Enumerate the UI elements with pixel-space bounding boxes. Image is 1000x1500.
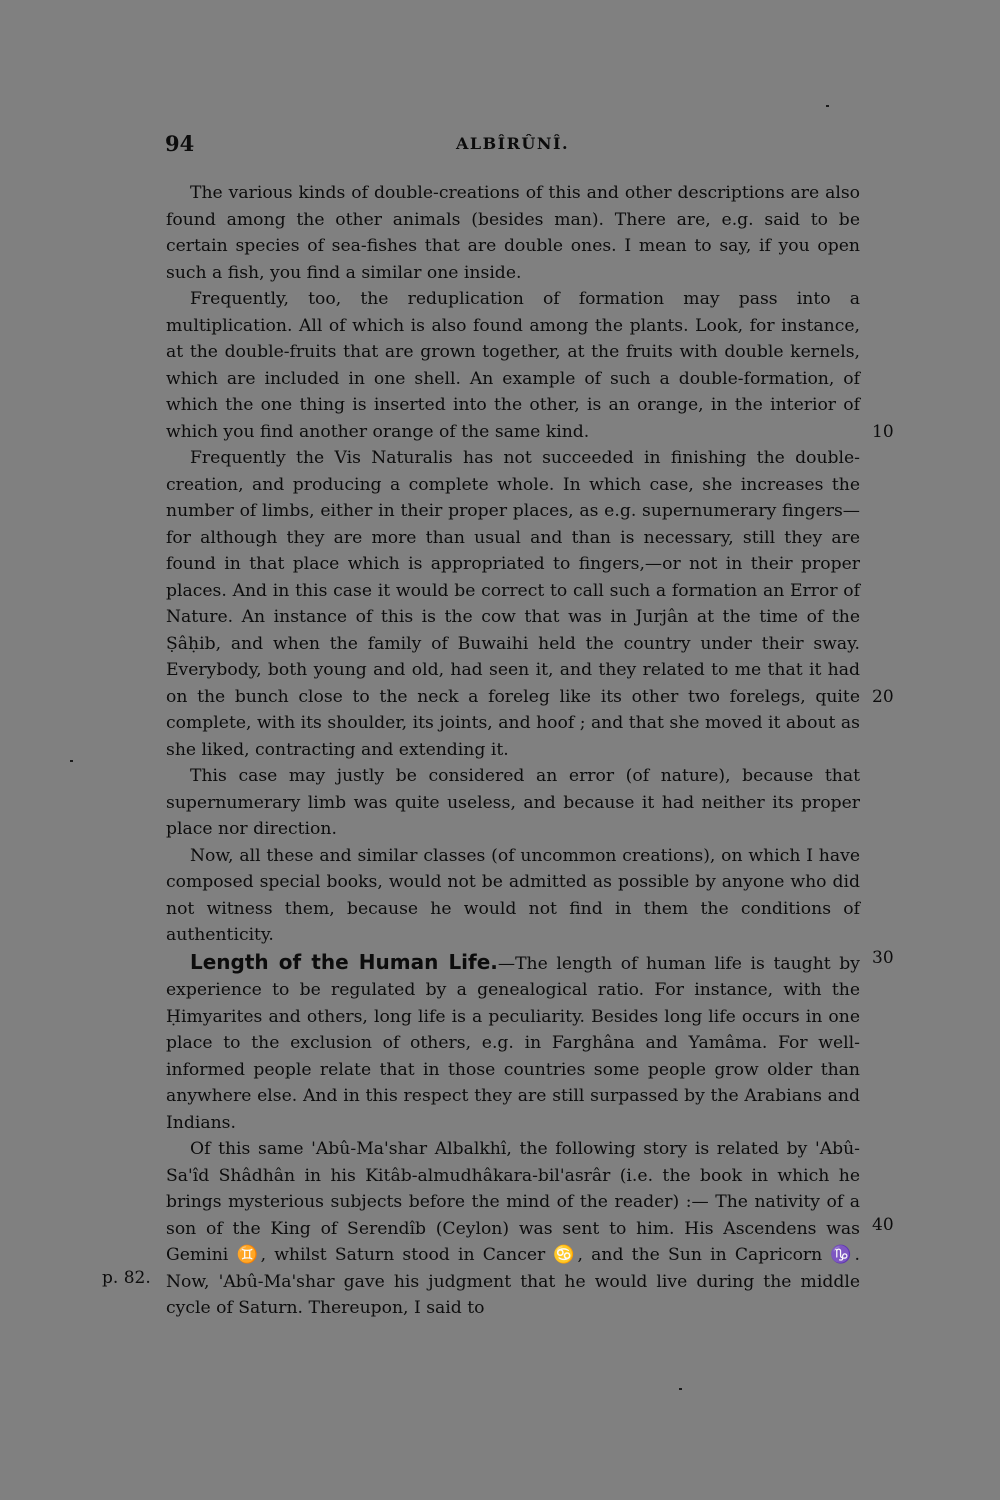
- scan-speck: [679, 1388, 682, 1390]
- line-number-20: 20: [872, 687, 894, 707]
- paragraph-4: This case may justly be considered an error (of nature), because that supernumerary limb was quite useless, and because it had neither its proper place nor direction.: [166, 766, 860, 839]
- scan-speck: [826, 105, 829, 107]
- line-number-40: 40: [872, 1215, 894, 1235]
- paragraph-5: Now, all these and similar classes (of uncommon creations), on which I have composed special books, would not be admitted as possible by anyone who did not witness them, because he would not find in them the conditions of authenticity.: [166, 845, 860, 945]
- paragraph-6-text: —The length of human life is taught by experience to be regulated by a genealogical ratio. For instance, with the Ḥimyarites and others, long life is a peculiarity. Besides long life occurs in one place to the exclusion of others, e.g. in Farghâna and Yamâma. For well-informed people relate that in those countries some people grow older than anywhere else. And in this respect they are still surpassed by the Arabians and Indians.: [166, 953, 860, 1133]
- body-text: [166, 180, 860, 1322]
- section-heading: Length of the Human Life.: [190, 949, 498, 974]
- paragraph-1: The various kinds of double-creations of this and other descriptions are also found among the other animals (besides man). There are, e.g. said to be certain species of sea-fishes that are double ones. I mean to say, if you open such a fish, you find a similar one inside.: [166, 183, 860, 283]
- line-number-30: 30: [872, 948, 894, 968]
- margin-page-reference: p. 82.: [102, 1268, 151, 1288]
- paragraph-6: [166, 949, 860, 1137]
- running-title: ALBÎRÛNÎ.: [455, 134, 570, 153]
- paragraph-2: Frequently, too, the reduplication of formation may pass into a multiplication. All of which is also found among the plants. Look, for instance, at the double-fruits that are grown together, at the fruits with double kernels, which are included in one shell. An example of such a double-formation, of which the one thing is inserted into the other, is an orange, in the interior of which you find another orange of the same kind.: [166, 289, 860, 442]
- paragraph-7: Of this same 'Abû-Ma'shar Albalkhî, the following story is related by 'Abû-Sa'îd Shâdhân in his Kitâb-almudhâkara-bil'asrâr (i.e. the book in which he brings mysterious subjects before the mind of the reader) :— The nativity of a son of the King of Serendîb (Ceylon) was sent to him. His Ascendens was Gemini ♊, whilst Saturn stood in Cancer ♋, and the Sun in Capricorn ♑. Now, 'Abû-Ma'shar gave his judgment that he would live during the middle cycle of Saturn. Thereupon, I said to: [166, 1139, 860, 1318]
- line-number-10: 10: [872, 422, 894, 442]
- scan-speck: [70, 760, 73, 762]
- page-number: 94: [165, 131, 195, 156]
- paragraph-3: Frequently the Vis Naturalis has not succeeded in finishing the double-creation, and producing a complete whole. In which case, she increases the number of limbs, either in their proper places, as e.g. supernumerary fingers—for although they are more than usual and than is necessary, still they are found in that place which is appropriated to fingers,—or not in their proper places. And in this case it would be correct to call such a formation an Error of Nature. An instance of this is the cow that was in Jurjân at the time of the Ṣâḥib, and when the family of Buwaihi held the country under their sway. Everybody, both young and old, had seen it, and they related to me that it had on the bunch close to the neck a foreleg like its other two forelegs, quite complete, with its shoulder, its joints, and hoof ; and that she moved it about as she liked, contracting and extending it.: [166, 448, 860, 760]
- page-header: [165, 131, 860, 157]
